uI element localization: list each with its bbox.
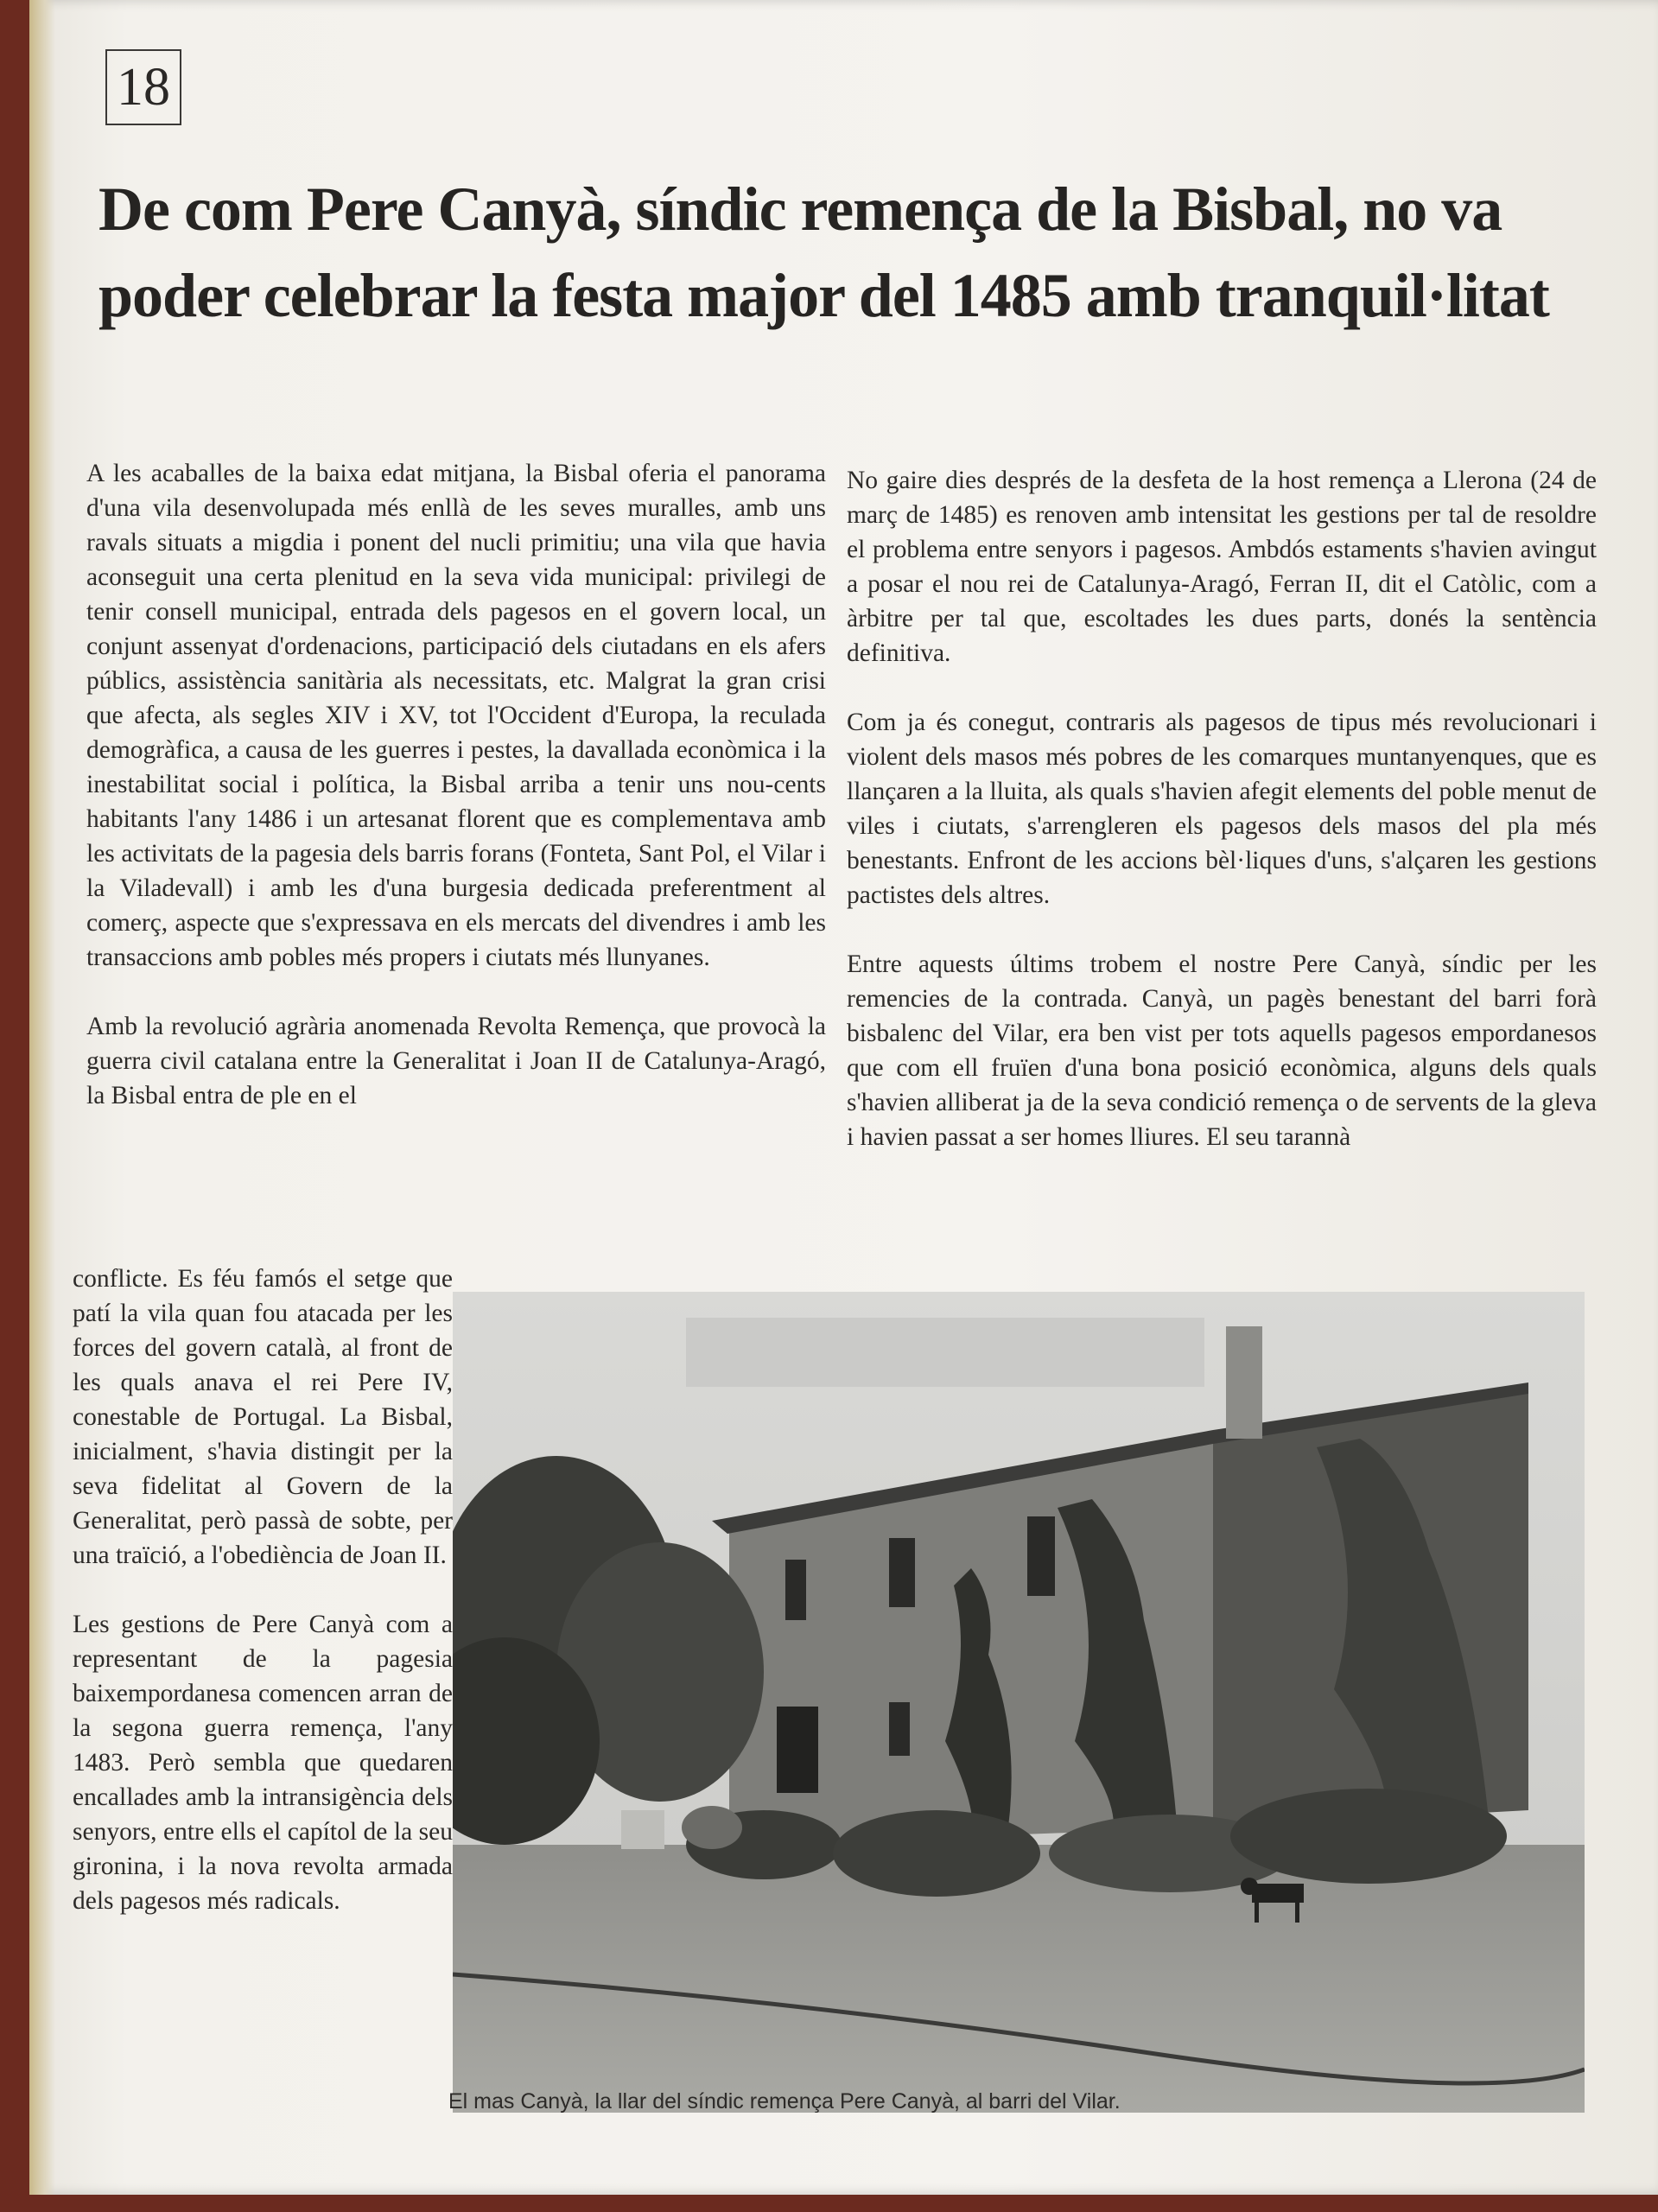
right-paragraph-2: Com ja és conegut, contraris als pagesos de tipus més revolucionari i violent dels masos més pobres de les comarques muntanyenques, que es llançaren a la lluita, als quals s'havien afegit elements del poble menut de viles i ciutats, s'arrengleren els pagesos dels masos del pla més benestants. Enfront de les accions bèl·liques d'uns, s'alçaren les gestions pactistes dels altres. <box>847 709 1597 909</box>
farmhouse-illustration <box>453 1292 1585 2113</box>
page-binding <box>29 0 55 2195</box>
left-column <box>86 456 826 1113</box>
right-paragraph-1: No gaire dies després de la desfeta de la host remença a Llerona (24 de març de 1485) es renoven amb intensitat les gestions per tal de resoldre el problema entre senyors i pagesos. Ambdós estaments s'havien avingut a posar el nou rei de Catalunya-Aragó, Ferran II, dit el Catòlic, com a àrbitre per tal que, escoltades les dues parts, donés la sentència definitiva. <box>847 467 1597 667</box>
left-narrow-column <box>73 1262 453 1953</box>
farmhouse-photo <box>453 1292 1585 2113</box>
right-paragraph-3: Entre aquests últims trobem el nostre Pere Canyà, síndic per les remencies de la contrada. Canyà, un pagès benestant del barri forà bisbalenc del Vilar, era ben vist per tots aquells pagesos empordanesos que com ell fruïen d'una bona posició econòmica, alguns dels quals s'havien alliberat ja de la seva condició remença o de servents de la gleva i havien passat a ser homes lliures. El seu tarannà <box>847 950 1597 1151</box>
left-paragraph-3: Les gestions de Pere Canyà com a representant de la pagesia baixempordanesa comencen arran de la segona guerra remença, l'any 1483. Però sembla que quedaren encallades amb la intransigència dels senyors, entre ells el capítol de la seu gironina, i la nova revolta armada dels pagesos més radicals. <box>73 1611 453 1915</box>
book-page <box>29 0 1658 2195</box>
right-column <box>847 463 1597 1189</box>
article-title: De com Pere Canyà, síndic remença de la Bisbal, no va poder celebrar la festa major del 1485 amb tranquil·litat <box>98 175 1549 330</box>
left-paragraph-2-start: Amb la revolució agrària anomenada Revolta Remença, que provocà la guerra civil catalana entre la Generalitat i Joan II de Catalunya-Aragó, la Bisbal entra de ple en el <box>86 1013 826 1109</box>
left-paragraph-2-continued: conflicte. Es féu famós el setge que patí la vila quan fou atacada per les forces del govern català, al front de les quals anava el rei Pere IV, conestable de Portugal. La Bisbal, inicialment, s'havia distingit per la seva fidelitat al Govern de la Generalitat, però passà de sobte, per una traïció, a l'obediència de Joan II. <box>73 1265 453 1569</box>
left-paragraph-1: A les acaballes de la baixa edat mitjana, la Bisbal oferia el panorama d'una vila desenvolupada més enllà de les seves muralles, amb uns ravals situats a migdia i ponent del nucli primitiu; una vila que havia aconseguit una certa plenitud en la seva vida municipal: privilegi de tenir consell municipal, entrada dels pagesos en el govern local, un conjunt assenyat d'ordenacions, participació dels ciutadans en els afers públics, assistència sanitària als necessitats, etc. Malgrat la gran crisi que afecta, als segles XIV i XV, tot l'Occident d'Europa, la reculada demogràfica, a causa de les guerres i pestes, la davallada econòmica i la inestabilitat social i política, la Bisbal arriba a tenir uns nou-cents habitants l'any 1486 i un artesanat florent que es complementava amb les activitats de la pagesia dels barris forans (Fonteta, Sant Pol, el Vilar i la Viladevall) i amb les d'una burgesia dedicada preferentment al comerç, aspecte que s'expressava en els mercats del divendres i amb les transaccions amb pobles més propers i ciutats més llunyanes. <box>86 460 826 971</box>
photo-caption: El mas Canyà, la llar del síndic remença Pere Canyà, al barri del Vilar. <box>448 2089 1121 2113</box>
page-number: 18 <box>105 49 181 125</box>
